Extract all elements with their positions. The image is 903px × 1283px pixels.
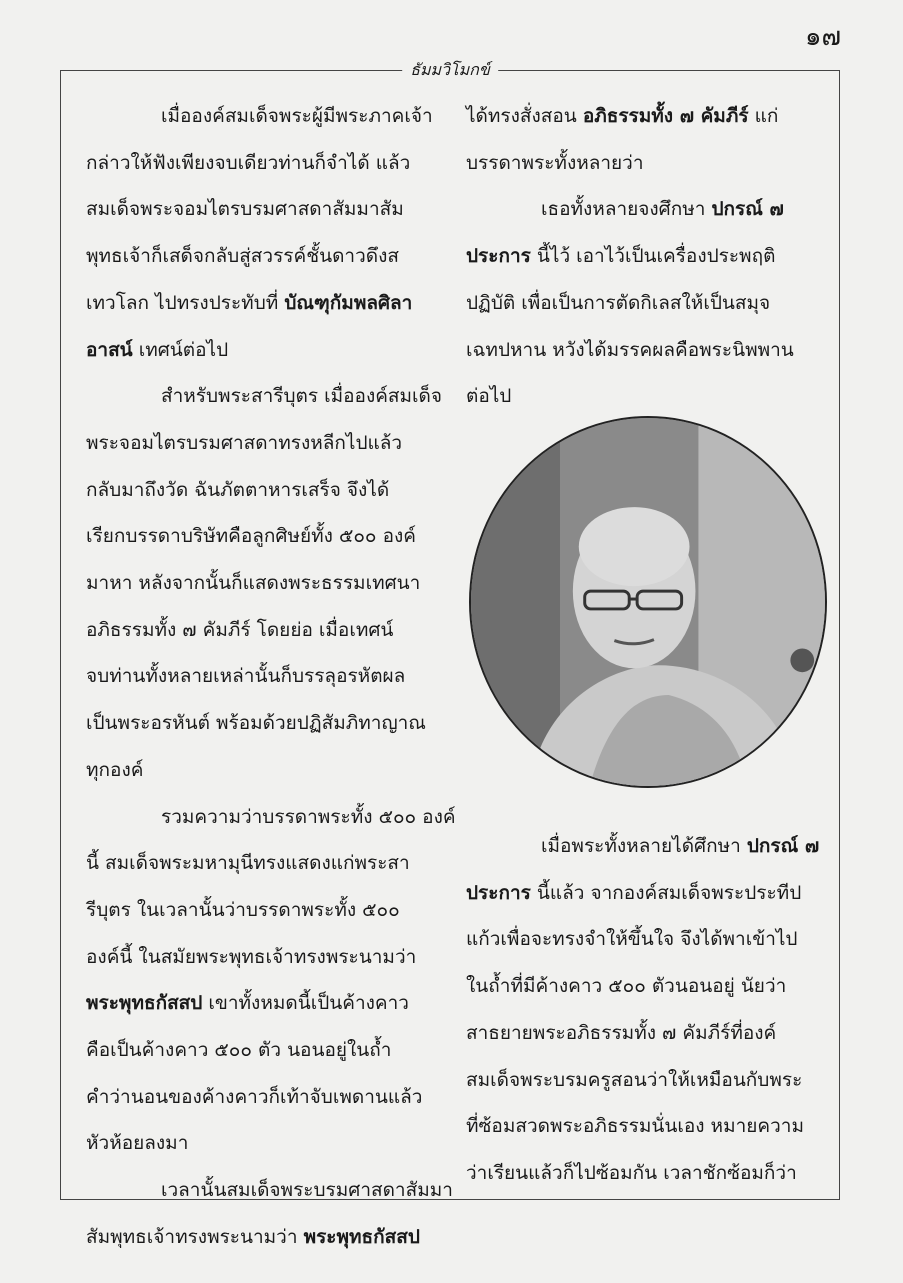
- text-line: อาสน์ เทศน์ต่อไป: [86, 338, 229, 361]
- right-column-bottom: [466, 823, 826, 1197]
- text-line: เป็นพระอรหันต์ พร้อมด้วยปฏิสัมภิทาญาณ: [86, 712, 426, 735]
- text-line: นี้ สมเด็จพระมหามุนีทรงแสดงแก่พระสา: [86, 852, 410, 875]
- text-line: แก้วเพื่อจะทรงจำให้ขึ้นใจ จึงได้พาเข้าไป: [466, 928, 798, 951]
- monk-portrait-image: [471, 418, 825, 786]
- text-line: เวลานั้นสมเด็จพระบรมศาสดาสัมมา: [161, 1179, 453, 1202]
- text-line: รวมความว่าบรรดาพระทั้ง ๕๐๐ องค์: [161, 805, 456, 828]
- text-line: ทุกองค์: [86, 758, 144, 781]
- text-line: สาธยายพระอภิธรรมทั้ง ๗ คัมภีร์ที่องค์: [466, 1021, 777, 1044]
- bold-term: ปกรณ์ ๗: [711, 198, 784, 221]
- text-line: รีบุตร ในเวลานั้นว่าบรรดาพระทั้ง ๕๐๐: [86, 898, 400, 921]
- right-column-top: [466, 93, 826, 420]
- bold-term: ประการ: [466, 245, 531, 268]
- text-line: เธอทั้งหลายจงศึกษา ปกรณ์ ๗: [541, 198, 784, 221]
- text-line: พระจอมไตรบรมศาสดาทรงหลีกไปแล้ว: [86, 431, 403, 454]
- bold-term: พระพุทธกัสสป: [86, 992, 203, 1015]
- text-line: เทวโลก ไปทรงประทับที่ บัณฑุกัมพลศิลา: [86, 291, 413, 314]
- text-line: พระพุทธกัสสป เขาทั้งหมดนี้เป็นค้างคาว: [86, 992, 409, 1015]
- text-line: ปฏิบัติ เพื่อเป็นการตัดกิเลสให้เป็นสมุจ: [466, 291, 771, 314]
- text-line: เรียกบรรดาบริษัทคือลูกศิษย์ทั้ง ๕๐๐ องค์: [86, 525, 416, 548]
- running-head: ธัมมวิโมกข์: [402, 58, 498, 83]
- text-line: ประการ นี้แล้ว จากองค์สมเด็จพระประทีป: [466, 881, 802, 904]
- bold-term: ปกรณ์ ๗: [746, 835, 820, 857]
- text-line: สัมพุทธเจ้าทรงพระนามว่า พระพุทธกัสสป: [86, 1225, 420, 1248]
- left-column: [86, 93, 456, 1261]
- text-line: จบท่านทั้งหลายเหล่านั้นก็บรรลุอรหัตผล: [86, 665, 406, 688]
- text-line: พุทธเจ้าก็เสด็จกลับสู่สวรรค์ชั้นดาวดึงส: [86, 245, 399, 268]
- bold-term: อภิธรรมทั้ง ๗ คัมภีร์: [582, 105, 749, 127]
- bold-term: พระพุทธกัสสป: [303, 1225, 420, 1248]
- page-frame: [60, 60, 840, 1248]
- page-number: ๑๗: [804, 22, 841, 52]
- text-line: ได้ทรงสั่งสอน อภิธรรมทั้ง ๗ คัมภีร์ แก่: [466, 105, 779, 127]
- bold-term: ประการ: [466, 881, 531, 904]
- text-line: คือเป็นค้างคาว ๕๐๐ ตัว นอนอยู่ในถ้ำ: [86, 1039, 392, 1062]
- text-line: สำหรับพระสารีบุตร เมื่อองค์สมเด็จ: [161, 385, 443, 408]
- bold-term: อาสน์: [86, 338, 133, 361]
- text-line: มาหา หลังจากนั้นก็แสดงพระธรรมเทศนา: [86, 572, 421, 595]
- text-line: ประการ นี้ไว้ เอาไว้เป็นเครื่องประพฤติ: [466, 245, 776, 268]
- text-line: องค์นี้ ในสมัยพระพุทธเจ้าทรงพระนามว่า: [86, 945, 417, 968]
- text-line: กลับมาถึงวัด ฉันภัตตาหารเสร็จ จึงได้: [86, 478, 390, 501]
- text-line: หัวห้อยลงมา: [86, 1132, 189, 1155]
- text-line: บรรดาพระทั้งหลายว่า: [466, 151, 644, 174]
- text-line: เมื่อพระทั้งหลายได้ศึกษา ปกรณ์ ๗: [541, 835, 820, 857]
- text-line: ว่าเรียนแล้วก็ไปซ้อมกัน เวลาชักซ้อมก็ว่า: [466, 1161, 797, 1184]
- text-line: กล่าวให้ฟังเพียงจบเดียวท่านก็จำได้ แล้ว: [86, 151, 411, 174]
- text-line: คำว่านอนของค้างคาวก็เท้าจับเพดานแล้ว: [86, 1085, 423, 1108]
- text-line: ต่อไป: [466, 385, 512, 408]
- text-line: สมเด็จพระบรมครูสอนว่าให้เหมือนกับพระ: [466, 1068, 803, 1091]
- text-line: สมเด็จพระจอมไตรบรมศาสดาสัมมาสัม: [86, 198, 404, 221]
- text-line: อภิธรรมทั้ง ๗ คัมภีร์ โดยย่อ เมื่อเทศน์: [86, 618, 394, 641]
- text-line: ในถ้ำที่มีค้างคาว ๕๐๐ ตัวนอนอยู่ นัยว่า: [466, 975, 787, 998]
- text-line: ที่ซ้อมสวดพระอภิธรรมนั่นเอง หมายความ: [466, 1115, 804, 1138]
- text-line: เมื่อองค์สมเด็จพระผู้มีพระภาคเจ้า: [161, 105, 433, 127]
- monk-portrait-photo: [469, 416, 827, 788]
- bold-term: บัณฑุกัมพลศิลา: [284, 291, 413, 314]
- text-line: เฉทปหาน หวังได้มรรคผลคือพระนิพพาน: [466, 338, 794, 361]
